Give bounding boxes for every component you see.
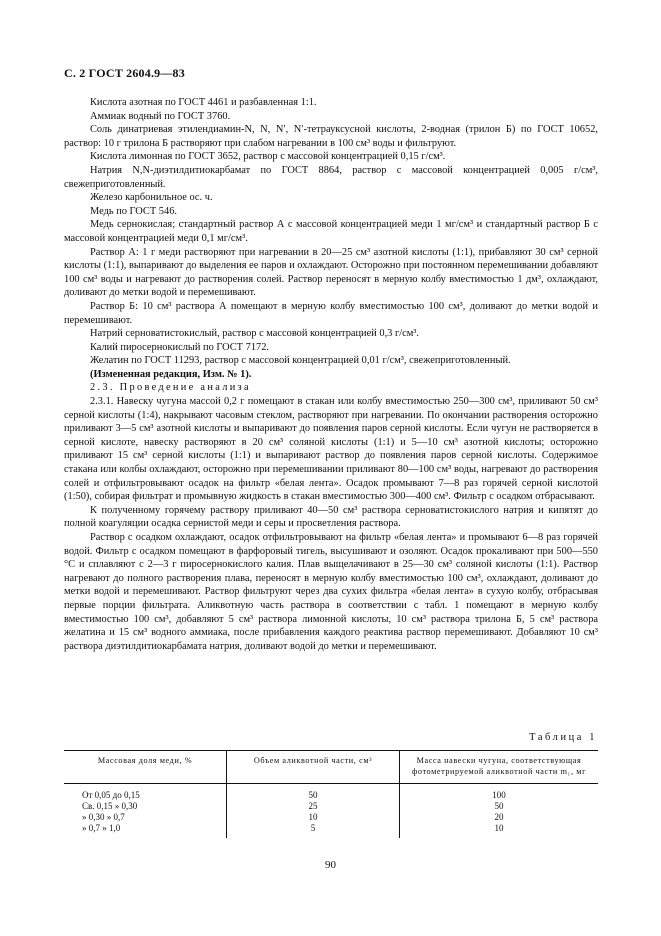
column-header-aliquot-volume: Объем аликвотной части, см³ xyxy=(227,751,400,784)
cell-copper-fraction: Св. 0,15 » 0,30 xyxy=(64,801,227,812)
paragraph: Натрий серноватистокислый, раствор с массовой концентрацией 0,3 г/см³. xyxy=(90,328,420,340)
table-1 xyxy=(64,750,598,838)
cell-sample-mass: 100 xyxy=(492,790,506,800)
page-header: С. 2 ГОСТ 2604.9—83 xyxy=(64,66,185,80)
table-caption: Таблица 1 xyxy=(529,732,597,743)
paragraph: 2.3.1. Навеску чугуна массой 0,2 г помещают в стакан или колбу вместимостью 250—300 см³, приливают 50 см³ серной кислоты (1:4), накрывают часовым стеклом, растворяют при нагревании. По окончании растворения осторожно приливают 3—5 см³ азотной кислоты и выпаривают до появления паров серной кислоты. Если чугун не растворяется в серной кислоте, навеску растворяют в 20 см³ соляной кислоты (1:1) и 5—10 см³ азотной кислоты; осторожно приливают 15 см³ серной кислоты (1:1) и выпаривают раствор до появления паров серной кислоты. Содержимое стакана или колбы охлаждают, осторожно при перемешивании приливают 80—100 см³ воды, нагревают до растворения солей и отфильтровывают осадок на фильтр «белая лента». Осадок промывают 7—8 раз горячей серной кислотой (1:50), собирая фильтрат и промывную жидкость в стакан вместимостью 300—400 см³. Фильтр с осадком отбрасывают. xyxy=(64,396,598,503)
paragraph: Медь сернокислая; стандартный раствор А с массовой концентрацией меди 1 мг/см³ и стандартный раствор Б с массовой концентрацией меди 0,1 мг/см³. xyxy=(64,219,598,244)
cell-sample-mass: 50 xyxy=(494,801,504,811)
paragraph: Кислота азотная по ГОСТ 4461 и разбавленная 1:1. xyxy=(90,97,317,108)
table-header-row xyxy=(64,751,598,784)
paragraph: Кислота лимонная по ГОСТ 3652, раствор с массовой концентрацией 0,15 г/см³. xyxy=(90,151,446,163)
cell-copper-fraction: » 0,30 » 0,7 xyxy=(64,812,227,823)
cell-sample-mass: 10 xyxy=(494,823,504,833)
revision-note: (Измененная редакция, Изм. № 1). xyxy=(90,368,252,380)
paragraph: К полученному горячему раствору приливают 40—50 см³ раствора серноватистокислого натрия и кипятят до полной коагуляции осадка сернистой меди и серы и просветления раствора. xyxy=(64,504,598,530)
page-number: 90 xyxy=(325,859,336,871)
paragraph: Натрия N,N-диэтилдитиокарбамат по ГОСТ 8864, раствор с массовой концентрацией 0,005 г/см³, свежеприготовленный. xyxy=(64,164,598,190)
table-row xyxy=(64,812,598,823)
paragraph: Раствор Б: 10 см³ раствора А помещают в мерную колбу вместимостью 100 см³, доливают до метки водой и перемешивают. xyxy=(64,300,598,326)
paragraph: Раствор с осадком охлаждают, осадок отфильтровывают на фильтр «белая лента» и промывают 6—8 раз горячей водой. Фильтр с осадком помещают в фарфоровый тигель, высушивают и озоляют. Осадок прокаливают при 500—550 °С и сплавляют с 2—3 г пиросернокислого калия. Плав выщелачивают в 25—30 см³ соляной кислоты (1:1). Раствор нагревают до полного растворения плава, переносят в мерную колбу вместимостью 100 см³, охлаждают, доливают до метки водой и перемешивают. Раствор фильтруют через два сухих фильтра «белая лента» в сухую колбу, отбрасывая первые порции фильтрата. Аликвотную часть раствора в соответствии с табл. 1 помещают в мерную колбу вместимостью 100 см³, добавляют 5 см³ раствора лимонной кислоты, 10 см³ раствора трилона Б, 5 см³ раствора желатина и 15 см³ водного аммиака, после прибавления каждого реактива раствор перемешивают. Добавляют 10 см³ раствора диэтилдитиокарбамата натрия, доливают водой до метки и перемешивают. xyxy=(64,532,598,652)
paragraph: Соль динатриевая этилендиамин-N, N, N′, N′-тетрауксусной кислоты, 2-водная (трилон Б) по ГОСТ 10652, раствор: 10 г трилона Б растворяют при слабом нагревании в 100 см³ воды и фильтруют. xyxy=(64,124,598,149)
paragraph: Аммиак водный по ГОСТ 3760. xyxy=(90,110,231,122)
cell-aliquot-volume: 25 xyxy=(227,801,400,812)
column-header-sample-mass: Масса навески чугуна, соответствующая фотометрируемой аликвотной части m₁, мг xyxy=(400,751,599,784)
paragraph: Железо карбонильное ос. ч. xyxy=(90,192,213,204)
column-header-copper-fraction: Массовая доля меди, % xyxy=(64,751,227,784)
paragraph: Медь по ГОСТ 546. xyxy=(90,205,177,217)
cell-aliquot-volume: 5 xyxy=(227,823,400,838)
paragraph: Желатин по ГОСТ 11293, раствор с массовой концентрацией 0,01 г/см³, свежеприготовленный. xyxy=(90,355,511,367)
cell-aliquot-volume: 50 xyxy=(227,784,400,802)
cell-copper-fraction: » 0,7 » 1,0 xyxy=(64,823,227,838)
paragraph: Калий пиросернокислый по ГОСТ 7172. xyxy=(90,341,270,353)
table-row xyxy=(64,801,598,812)
section-heading: 2.3. Проведение анализа xyxy=(90,382,251,394)
cell-sample-mass: 20 xyxy=(494,812,504,822)
table-row xyxy=(64,823,598,838)
paragraph: Раствор А: 1 г меди растворяют при нагревании в 20—25 см³ азотной кислоты (1:1), прибавляют 30 см³ серной кислоты (1:1), выпаривают до выделения ее паров и охлаждают. Осторожно при постоянном перемешивании добавляют 100 см³ воды и нагревают до растворения солей. Раствор переносят в мерную колбу вместимостью 1 дм³, охлаждают, доливают до метки водой и перемешивают. xyxy=(64,246,598,299)
table-row xyxy=(64,784,598,802)
cell-copper-fraction: От 0,05 до 0,15 xyxy=(64,784,227,802)
cell-aliquot-volume: 10 xyxy=(227,812,400,823)
document-body xyxy=(64,96,598,653)
